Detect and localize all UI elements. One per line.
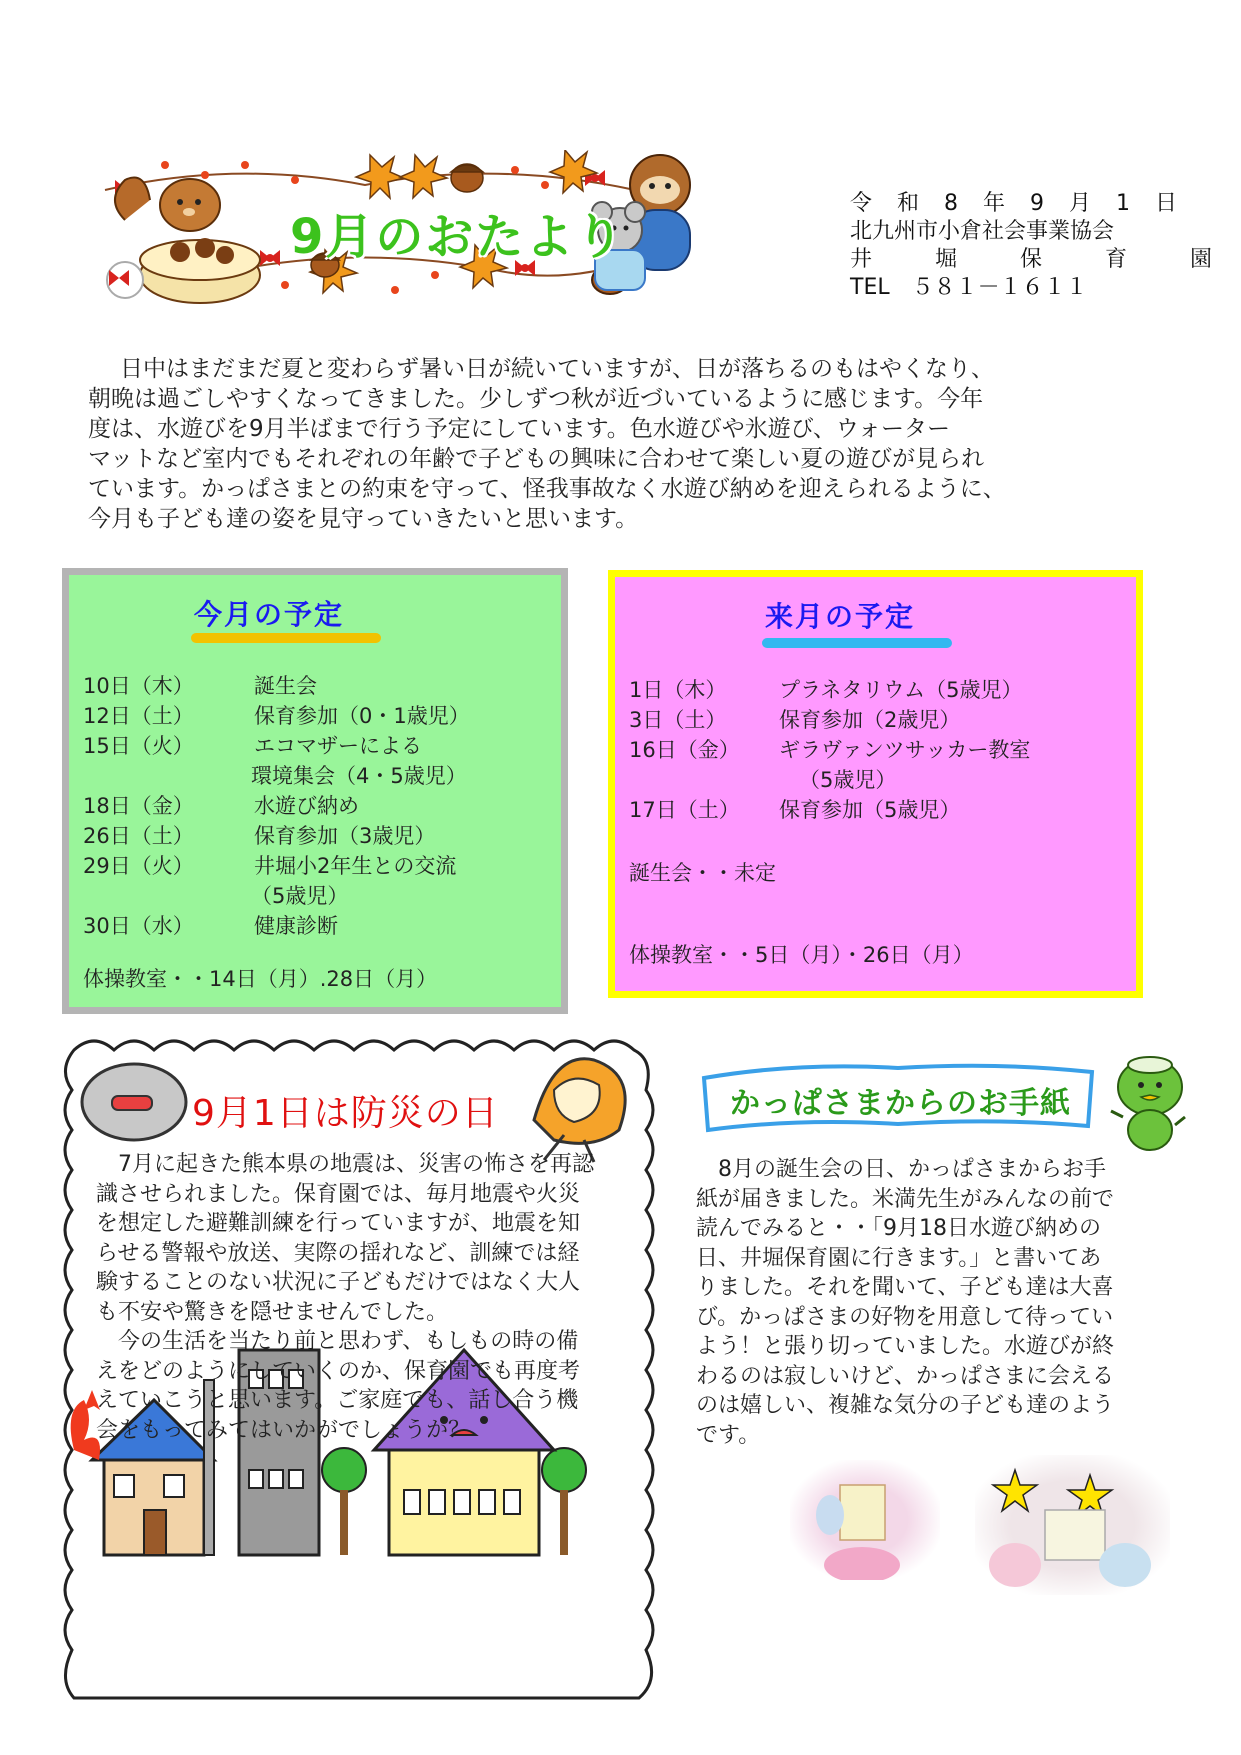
paragraph-line: えていこうと思います。ご家庭でも、話し合う機 — [96, 1388, 579, 1413]
gym-class-note: 体操教室・・5日（月）・26日（月） — [629, 943, 974, 967]
paragraph-line: 今の生活を当たり前と思わず、もしもの時の備 — [96, 1329, 579, 1354]
gym-class-note: 体操教室・・14日（月）.28日（月） — [83, 967, 438, 991]
disaster-day-paragraph — [96, 1150, 626, 1445]
schedule-row — [629, 735, 1030, 765]
schedule-event: プラネタリウム（5歳児） — [779, 678, 1023, 702]
photo-children-figure — [975, 1455, 1170, 1595]
paragraph-line: よう！と張り切っていました。水遊びが終 — [696, 1334, 1115, 1359]
schedule-event: 井堀小2年生との交流 — [254, 854, 457, 878]
telephone: TEL ５８１－１６１１ — [850, 275, 1088, 300]
issue-date: 令 和 8 年 9 月 1 日 — [850, 191, 1186, 216]
title-underline — [191, 633, 381, 643]
newsletter-title: 9月のおたより — [290, 209, 626, 265]
photo-children-with-letter — [975, 1455, 1170, 1595]
paragraph-line: も不安や驚きを隠せませんでした。 — [96, 1299, 449, 1325]
schedule-date: 17日（土） — [629, 798, 740, 822]
intro-line: 今月も子ども達の姿を見守っていきたいと思います。 — [88, 506, 639, 532]
schedule-event: 保育参加（5歳児） — [779, 798, 961, 822]
paragraph-line: 験することのない状況に子どもだけではなく大人 — [96, 1270, 581, 1295]
schedule-date: 3日（土） — [629, 708, 727, 732]
paragraph-line: りました。それを聞いて、子ども達は大喜 — [696, 1275, 1114, 1300]
header-info — [850, 190, 1240, 302]
next-month-title: 来月の予定 — [765, 600, 916, 633]
paragraph-line: 紙が届きました。米満先生がみんなの前で — [696, 1186, 1115, 1212]
paragraph-line: 読んでみると・・「9月18日水遊び納めの — [696, 1216, 1101, 1241]
squirrel-with-cake-icon — [95, 160, 275, 310]
schedule-event: エコマザーによる — [254, 734, 422, 758]
schedule-event: 水遊び納め — [254, 794, 359, 818]
schedule-row — [83, 761, 470, 791]
school-name: 井 堀 保 育 園 — [850, 247, 1240, 272]
paragraph-line: び。かっぱさまの好物を用意して待ってい — [696, 1304, 1114, 1330]
schedule-row — [83, 671, 470, 701]
kappa-character-icon — [1105, 1045, 1190, 1155]
schedule-row — [629, 705, 1030, 735]
intro-line: 度は、水遊びを9月半ばまで行う予定にしています。色水遊びや氷遊び、ウォーター — [88, 416, 950, 442]
schedule-event: 保育参加（2歳児） — [779, 708, 961, 732]
schedule-row — [83, 791, 470, 821]
paragraph-line: です。 — [696, 1422, 761, 1448]
disaster-day-title: 9月1日は防災の日 — [192, 1093, 499, 1134]
paragraph-line: 7月に起きた熊本県の地震は、災害の怖さを再認 — [96, 1152, 594, 1177]
schedule-row — [83, 731, 470, 761]
schedule-event: 環境集会（4・5歳児） — [251, 764, 467, 788]
schedule-date: 18日（金） — [83, 794, 194, 818]
intro-line: マットなど室内でもそれぞれの年齢で子どもの興味に合わせて楽しい夏の遊びが見られ — [88, 446, 985, 472]
this-month-title: 今月の予定 — [194, 598, 345, 631]
title-underline — [762, 638, 952, 648]
paragraph-line: 8月の誕生会の日、かっぱさまからお手 — [696, 1157, 1106, 1182]
paragraph-line: らせる警報や放送、実際の揺れなど、訓練では経 — [96, 1240, 580, 1266]
next-month-schedule — [608, 570, 1143, 998]
paragraph-line: のは嬉しい、複雑な気分の子ども達のよう — [696, 1393, 1115, 1418]
next-month-list — [629, 675, 1030, 825]
intro-line: 日中はまだまだ夏と変わらず暑い日が続いていますが、日が落ちるのもはやくなり、 — [120, 356, 994, 382]
schedule-event: （5歳児） — [799, 768, 897, 792]
schedule-event: ギラヴァンツサッカー教室 — [779, 738, 1031, 762]
schedule-row — [83, 911, 470, 941]
paragraph-line: を想定した避難訓練を行っていますが、地震を知 — [96, 1211, 581, 1236]
photo-child-holding-letter — [790, 1460, 940, 1580]
this-month-schedule — [62, 568, 568, 1014]
paragraph-line: 会をもってみてはいかがでしょうか？ — [96, 1417, 471, 1443]
schedule-row — [83, 821, 470, 851]
intro-paragraph — [88, 354, 1088, 534]
schedule-date: 12日（土） — [83, 704, 194, 728]
schedule-row — [629, 795, 1030, 825]
schedule-date: 26日（土） — [83, 824, 194, 848]
kappa-letter-title: かっぱさまからのお手紙 — [730, 1086, 1071, 1121]
kappa-letter-paragraph — [696, 1155, 1136, 1450]
schedule-event: 誕生会 — [254, 674, 317, 698]
intro-line: 朝晩は過ごしやすくなってきました。少しずつ秋が近づいているように感じます。今年 — [88, 386, 984, 412]
schedule-event: （5歳児） — [251, 884, 349, 908]
schedule-row — [83, 881, 470, 911]
organization-name: 北九州市小倉社会事業協会 — [850, 219, 1115, 244]
birthday-party-note: 誕生会・・未定 — [629, 861, 776, 885]
this-month-list — [83, 671, 470, 941]
schedule-date: 16日（金） — [629, 738, 740, 762]
schedule-event: 保育参加（0・1歳児） — [254, 704, 470, 728]
schedule-row — [83, 701, 470, 731]
schedule-event: 健康診断 — [254, 914, 338, 938]
schedule-row — [629, 675, 1030, 705]
schedule-date: 10日（木） — [83, 674, 194, 698]
schedule-row — [629, 765, 1030, 795]
schedule-event: 保育参加（3歳児） — [254, 824, 436, 848]
schedule-date: 30日（水） — [83, 914, 194, 938]
schedule-date: 15日（火） — [83, 734, 194, 758]
schedule-row — [83, 851, 470, 881]
intro-line: ています。かっぱさまとの約束を守って、怪我事故なく水遊び納めを迎えられるように、 — [88, 476, 1006, 502]
photo-child-figure — [790, 1460, 940, 1580]
paragraph-line: 識させられました。保育園では、毎月地震や火災 — [96, 1181, 581, 1207]
schedule-date: 1日（木） — [629, 678, 727, 702]
schedule-date: 29日（火） — [83, 854, 194, 878]
paragraph-line: わるのは寂しいけど、かっぱさまに会える — [696, 1363, 1115, 1389]
paragraph-line: 日、井堀保育園に行きます。」と書いてあ — [696, 1245, 1102, 1271]
paragraph-line: えをどのようにしていくのか、保育園でも再度考 — [96, 1358, 581, 1384]
helmet-icon — [82, 1064, 186, 1140]
